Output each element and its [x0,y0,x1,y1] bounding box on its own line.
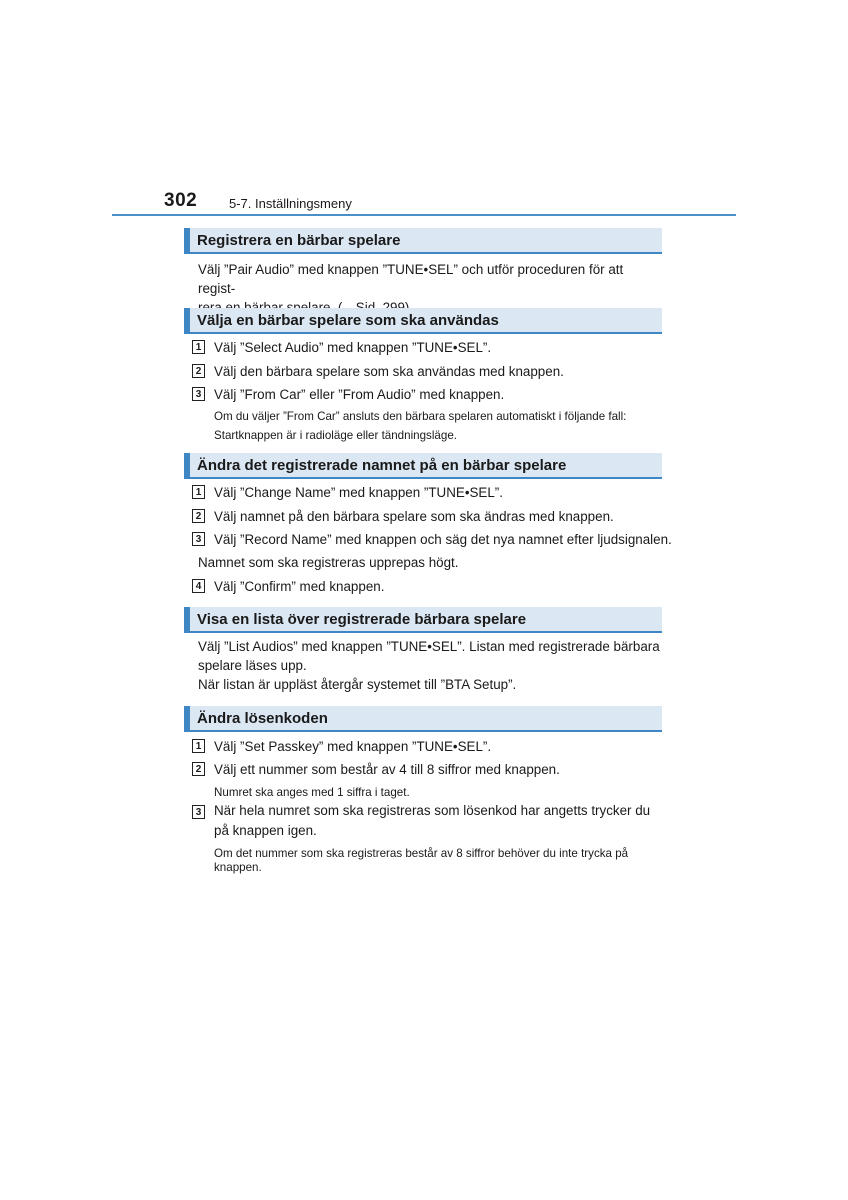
step-number: 2 [192,509,205,523]
step-number: 3 [192,532,205,546]
step-number: 3 [192,387,205,401]
paragraph-line: Välj ”Pair Audio” med knappen ”TUNE•SEL” och utför proceduren för att regist- [198,262,624,296]
step-item [190,758,660,781]
section-heading-select [184,308,662,334]
section-heading-label: Registrera en bärbar spelare [197,232,401,249]
step-number: 1 [192,739,205,753]
step-item [190,383,660,406]
step-note: Numret ska anges med 1 siffra i taget. [214,786,410,799]
step-number: 3 [192,805,205,819]
step-item [190,481,660,504]
step-number: 1 [192,340,205,354]
step-text: Välj namnet på den bärbara spelare som ska ändras med knappen. [214,509,614,524]
section-heading-label: Välja en bärbar spelare som ska användas [197,312,499,329]
paragraph-line: Välj ”List Audios” med knappen ”TUNE•SEL”. Listan med registrerade bärbara [198,639,660,654]
step-text: Välj ”Confirm” med knappen. [214,579,385,594]
step-item [190,505,660,528]
step-item [190,735,660,758]
note-line: Startknappen är i radioläge eller tändningsläge. [214,429,457,442]
step-number: 1 [192,485,205,499]
section-heading-register [184,228,662,254]
step-followup: Namnet som ska registreras upprepas högt. [198,555,459,570]
step-note: Om det nummer som ska registreras består av 8 siffror behöver du inte trycka på knappen. [214,847,629,874]
step-note [214,407,662,445]
section-heading-passkey [184,706,662,732]
step-text: När hela numret som ska registreras som lösenkod har angetts trycker du på knappen igen. [214,803,651,838]
step-text: Välj den bärbara spelare som ska användas med knappen. [214,364,564,379]
chapter-title: 5-7. Inställningsmeny [229,196,352,211]
paragraph-line: spelare läses upp. [198,658,307,673]
step-number: 2 [192,762,205,776]
section-heading-list [184,607,662,633]
header-divider [112,214,736,216]
step-text: Välj ”Record Name” med knappen och säg det nya namnet efter ljudsignalen. [214,532,672,547]
step-text: Välj ”From Car” eller ”From Audio” med knappen. [214,387,505,402]
step-item [190,528,672,551]
step-item [190,360,660,383]
section-heading-label: Ändra det registrerade namnet på en bärbar spelare [197,457,567,474]
section-heading-rename [184,453,662,479]
step-text: Välj ”Set Passkey” med knappen ”TUNE•SEL”. [214,739,492,754]
step-item [190,336,660,359]
step-text: Välj ”Change Name” med knappen ”TUNE•SEL”. [214,485,503,500]
note-line: Om du väljer ”From Car” ansluts den bärbara spelaren automatiskt i följande fall: [214,410,627,423]
step-text: Välj ”Select Audio” med knappen ”TUNE•SEL”. [214,340,492,355]
page-number: 302 [164,190,198,211]
step-item [190,575,660,598]
step-number: 2 [192,364,205,378]
section-paragraph [198,637,660,694]
section-heading-label: Visa en lista över registrerade bärbara spelare [197,611,527,628]
section-heading-label: Ändra lösenkoden [197,710,328,727]
step-text: Välj ett nummer som består av 4 till 8 siffror med knappen. [214,762,560,777]
step-number: 4 [192,579,205,593]
paragraph-line: När listan är uppläst återgår systemet till ”BTA Setup”. [198,677,517,692]
